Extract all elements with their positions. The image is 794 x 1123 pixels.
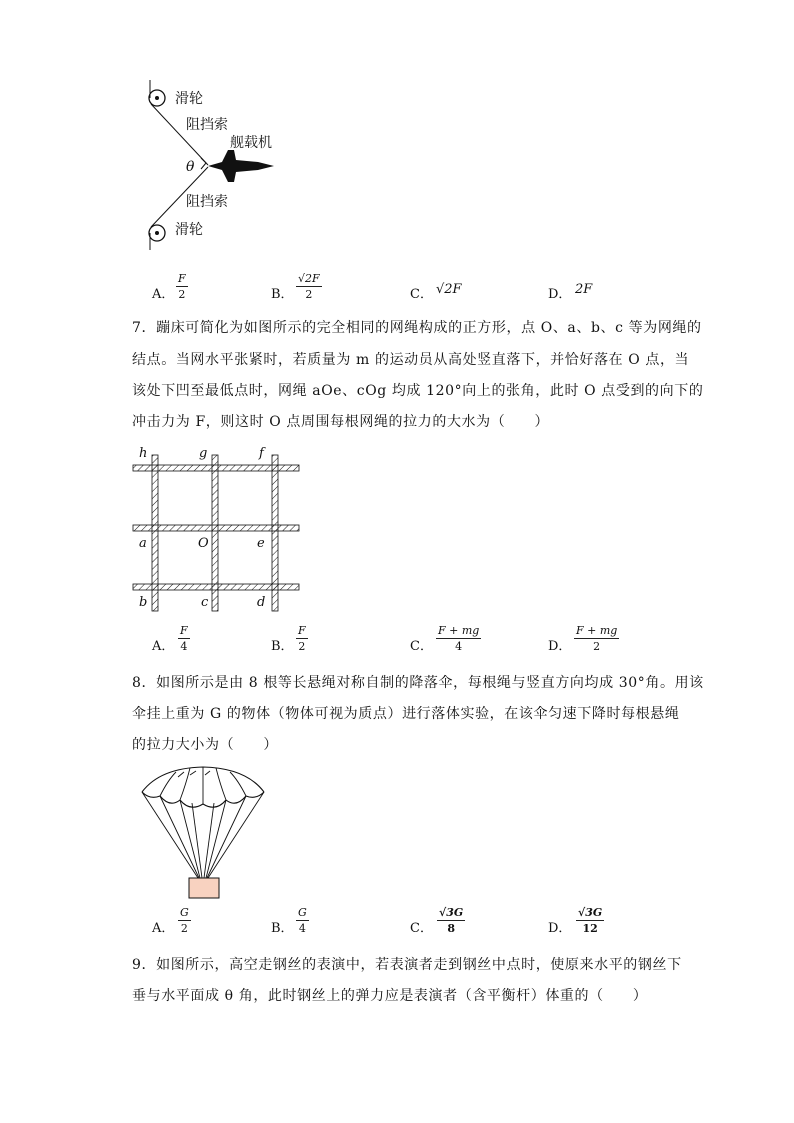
q8-option-b-fraction: G 4 <box>298 906 307 935</box>
q8-line-1: 8．如图所示是由 8 根等长悬绳对称自制的降落伞，每根绳与竖直方向均成 30°角。用该 <box>132 675 704 691</box>
payload-box <box>189 878 219 898</box>
cable-top-label: 阻挡索 <box>186 117 228 133</box>
q8-line-2: 伞挂上重为 G 的物体（物体可视为质点）进行落体实验，在该伞匀速下降时每根悬绳 <box>132 706 680 722</box>
q7-option-d-label: D． <box>548 639 572 654</box>
q8-option-c-fraction: √3G 8 <box>439 906 464 935</box>
q6-option-a-fraction: F 2 <box>178 272 186 301</box>
node-label-e: e <box>257 536 265 551</box>
q7-option-a-fraction: F 4 <box>180 624 188 653</box>
node-label-O: O <box>198 536 209 551</box>
theta-label: θ <box>186 159 195 175</box>
q6-option-c-expr: √2F <box>436 282 462 297</box>
node-label-d: d <box>257 595 266 610</box>
q7-option-b-fraction: F 2 <box>298 624 306 653</box>
q8-option-d-fraction: √3G 12 <box>578 906 603 935</box>
q8-option-d-label: D． <box>548 921 572 936</box>
q7-option-a-label: A． <box>152 639 175 654</box>
q7-option-c-fraction: F + mg 4 <box>438 624 480 653</box>
node-label-h: h <box>139 446 148 461</box>
q9-line-2: 垂与水平面成 θ 角，此时钢丝上的弹力应是表演者（含平衡杆）体重的（ ） <box>132 988 648 1004</box>
q8-option-b-label: B． <box>271 921 294 936</box>
node-label-g: g <box>199 446 208 461</box>
q6-option-b-label: B． <box>271 287 294 302</box>
q8-option-a-fraction: G 2 <box>180 906 189 935</box>
q7-line-2: 结点。当网水平张紧时，若质量为 m 的运动员从高处竖直落下，并恰好落在 O 点，当 <box>132 352 690 368</box>
q8-line-3: 的拉力大小为（ ） <box>132 737 278 753</box>
q6-option-d-expr: 2F <box>575 282 593 297</box>
q6-option-d-label: D． <box>548 287 572 302</box>
q7-line-3: 该处下凹至最低点时，网绳 aOe、cOg 均成 120°向上的张角，此时 O 点受到的向下的 <box>132 383 704 399</box>
node-label-b: b <box>139 595 148 610</box>
q6-option-a-label: A． <box>152 287 175 302</box>
pulley-top-label: 滑轮 <box>175 91 203 107</box>
node-label-f: f <box>259 446 264 461</box>
cable-bottom-label: 阻挡索 <box>186 194 228 210</box>
q9-line-1: 9．如图所示，高空走钢丝的表演中，若表演者走到钢丝中点时，使原来水平的钢丝下 <box>132 957 682 973</box>
q7-line-1: 7．蹦床可简化为如图所示的完全相同的网绳构成的正方形，点 O、a、b、c 等为网绳的 <box>132 320 702 336</box>
q6-option-c-label: C． <box>410 287 433 302</box>
aircraft-label: 舰载机 <box>230 135 272 151</box>
q7-option-b-label: B． <box>271 639 294 654</box>
q7-option-d-fraction: F + mg 2 <box>576 624 618 653</box>
node-label-c: c <box>201 595 209 610</box>
node-label-a: a <box>139 536 147 551</box>
q7-option-c-label: C． <box>410 639 433 654</box>
pulley-bottom-label: 滑轮 <box>175 222 203 238</box>
q8-option-a-label: A． <box>152 921 175 936</box>
q6-option-b-fraction: √2F 2 <box>298 272 320 301</box>
q7-line-4: 冲击力为 F，则这时 O 点周围每根网绳的拉力的大水为（ ） <box>132 414 550 430</box>
q8-option-c-label: C． <box>410 921 433 936</box>
